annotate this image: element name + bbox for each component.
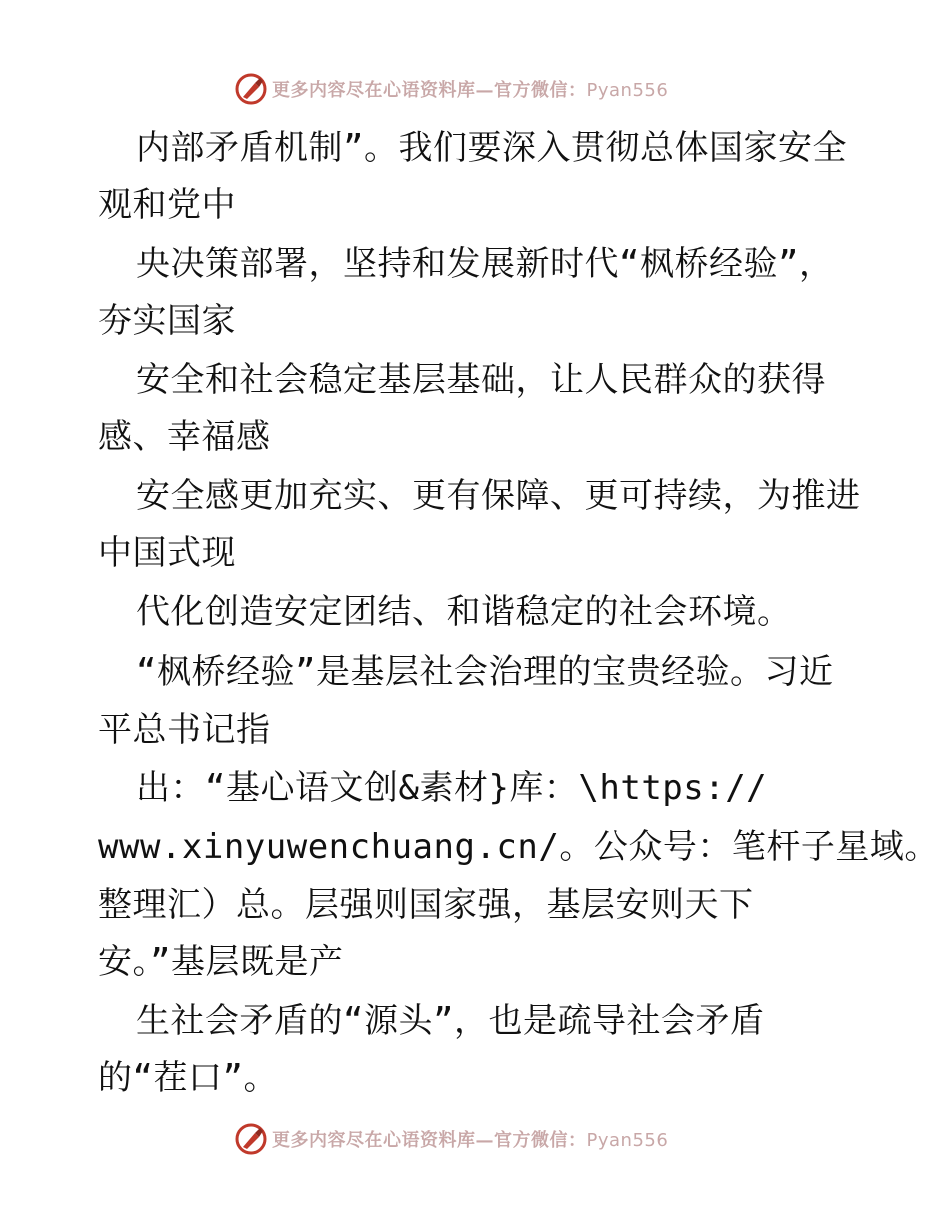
body-line: 出：“基心语文创&素材}库：\https:// bbox=[136, 768, 768, 808]
watermark-site-text: 更多内容尽在心语资料库 bbox=[272, 80, 476, 101]
body-line: 安。”基层既是产 bbox=[98, 942, 344, 982]
body-line: 的“茬口”。 bbox=[98, 1058, 278, 1098]
watermark-wechat-id: Pyan556 bbox=[586, 1130, 669, 1151]
body-line: 平总书记指 bbox=[98, 710, 271, 750]
body-line: 代化创造安定团结、和谐稳定的社会环境。 bbox=[136, 592, 792, 632]
body-line: 观和党中 bbox=[98, 185, 236, 225]
watermark-dash: — bbox=[475, 1130, 494, 1151]
watermark-site-text: 更多内容尽在心语资料库 bbox=[272, 1130, 476, 1151]
body-line: 生社会矛盾的“源头”，也是疏导社会矛盾 bbox=[136, 1001, 765, 1041]
pen-nib-circle-logo-icon bbox=[234, 1122, 268, 1156]
header-watermark-banner bbox=[0, 70, 950, 110]
body-line: 央决策部署，坚持和发展新时代“枫桥经验”， bbox=[136, 244, 834, 284]
body-line: 中国式现 bbox=[98, 533, 236, 573]
watermark-wechat-id: Pyan556 bbox=[586, 80, 669, 101]
body-line: 安全感更加充实、更有保障、更可持续，为推进 bbox=[136, 476, 861, 516]
body-line: 整理汇）总。层强则国家强，基层安则天下 bbox=[98, 885, 754, 925]
body-line: 夯实国家 bbox=[98, 301, 236, 341]
watermark-wechat-label: 官方微信： bbox=[494, 1130, 587, 1151]
watermark-dash: — bbox=[475, 80, 494, 101]
footer-watermark-text bbox=[272, 1126, 668, 1152]
body-line: 内部矛盾机制”。我们要深入贯彻总体国家安全 bbox=[136, 128, 847, 168]
body-line: www.xinyuwenchuang.cn/。公众号：笔杆子星域。 bbox=[98, 827, 939, 867]
header-watermark-text bbox=[272, 76, 668, 102]
body-line: 安全和社会稳定基层基础，让人民群众的获得 bbox=[136, 360, 826, 400]
body-line: 感、幸福感 bbox=[98, 417, 271, 457]
watermark-wechat-label: 官方微信： bbox=[494, 80, 587, 101]
pen-nib-circle-logo-icon bbox=[234, 72, 268, 106]
footer-watermark-banner bbox=[0, 1120, 950, 1160]
body-line: “枫桥经验”是基层社会治理的宝贵经验。习近 bbox=[136, 652, 834, 692]
